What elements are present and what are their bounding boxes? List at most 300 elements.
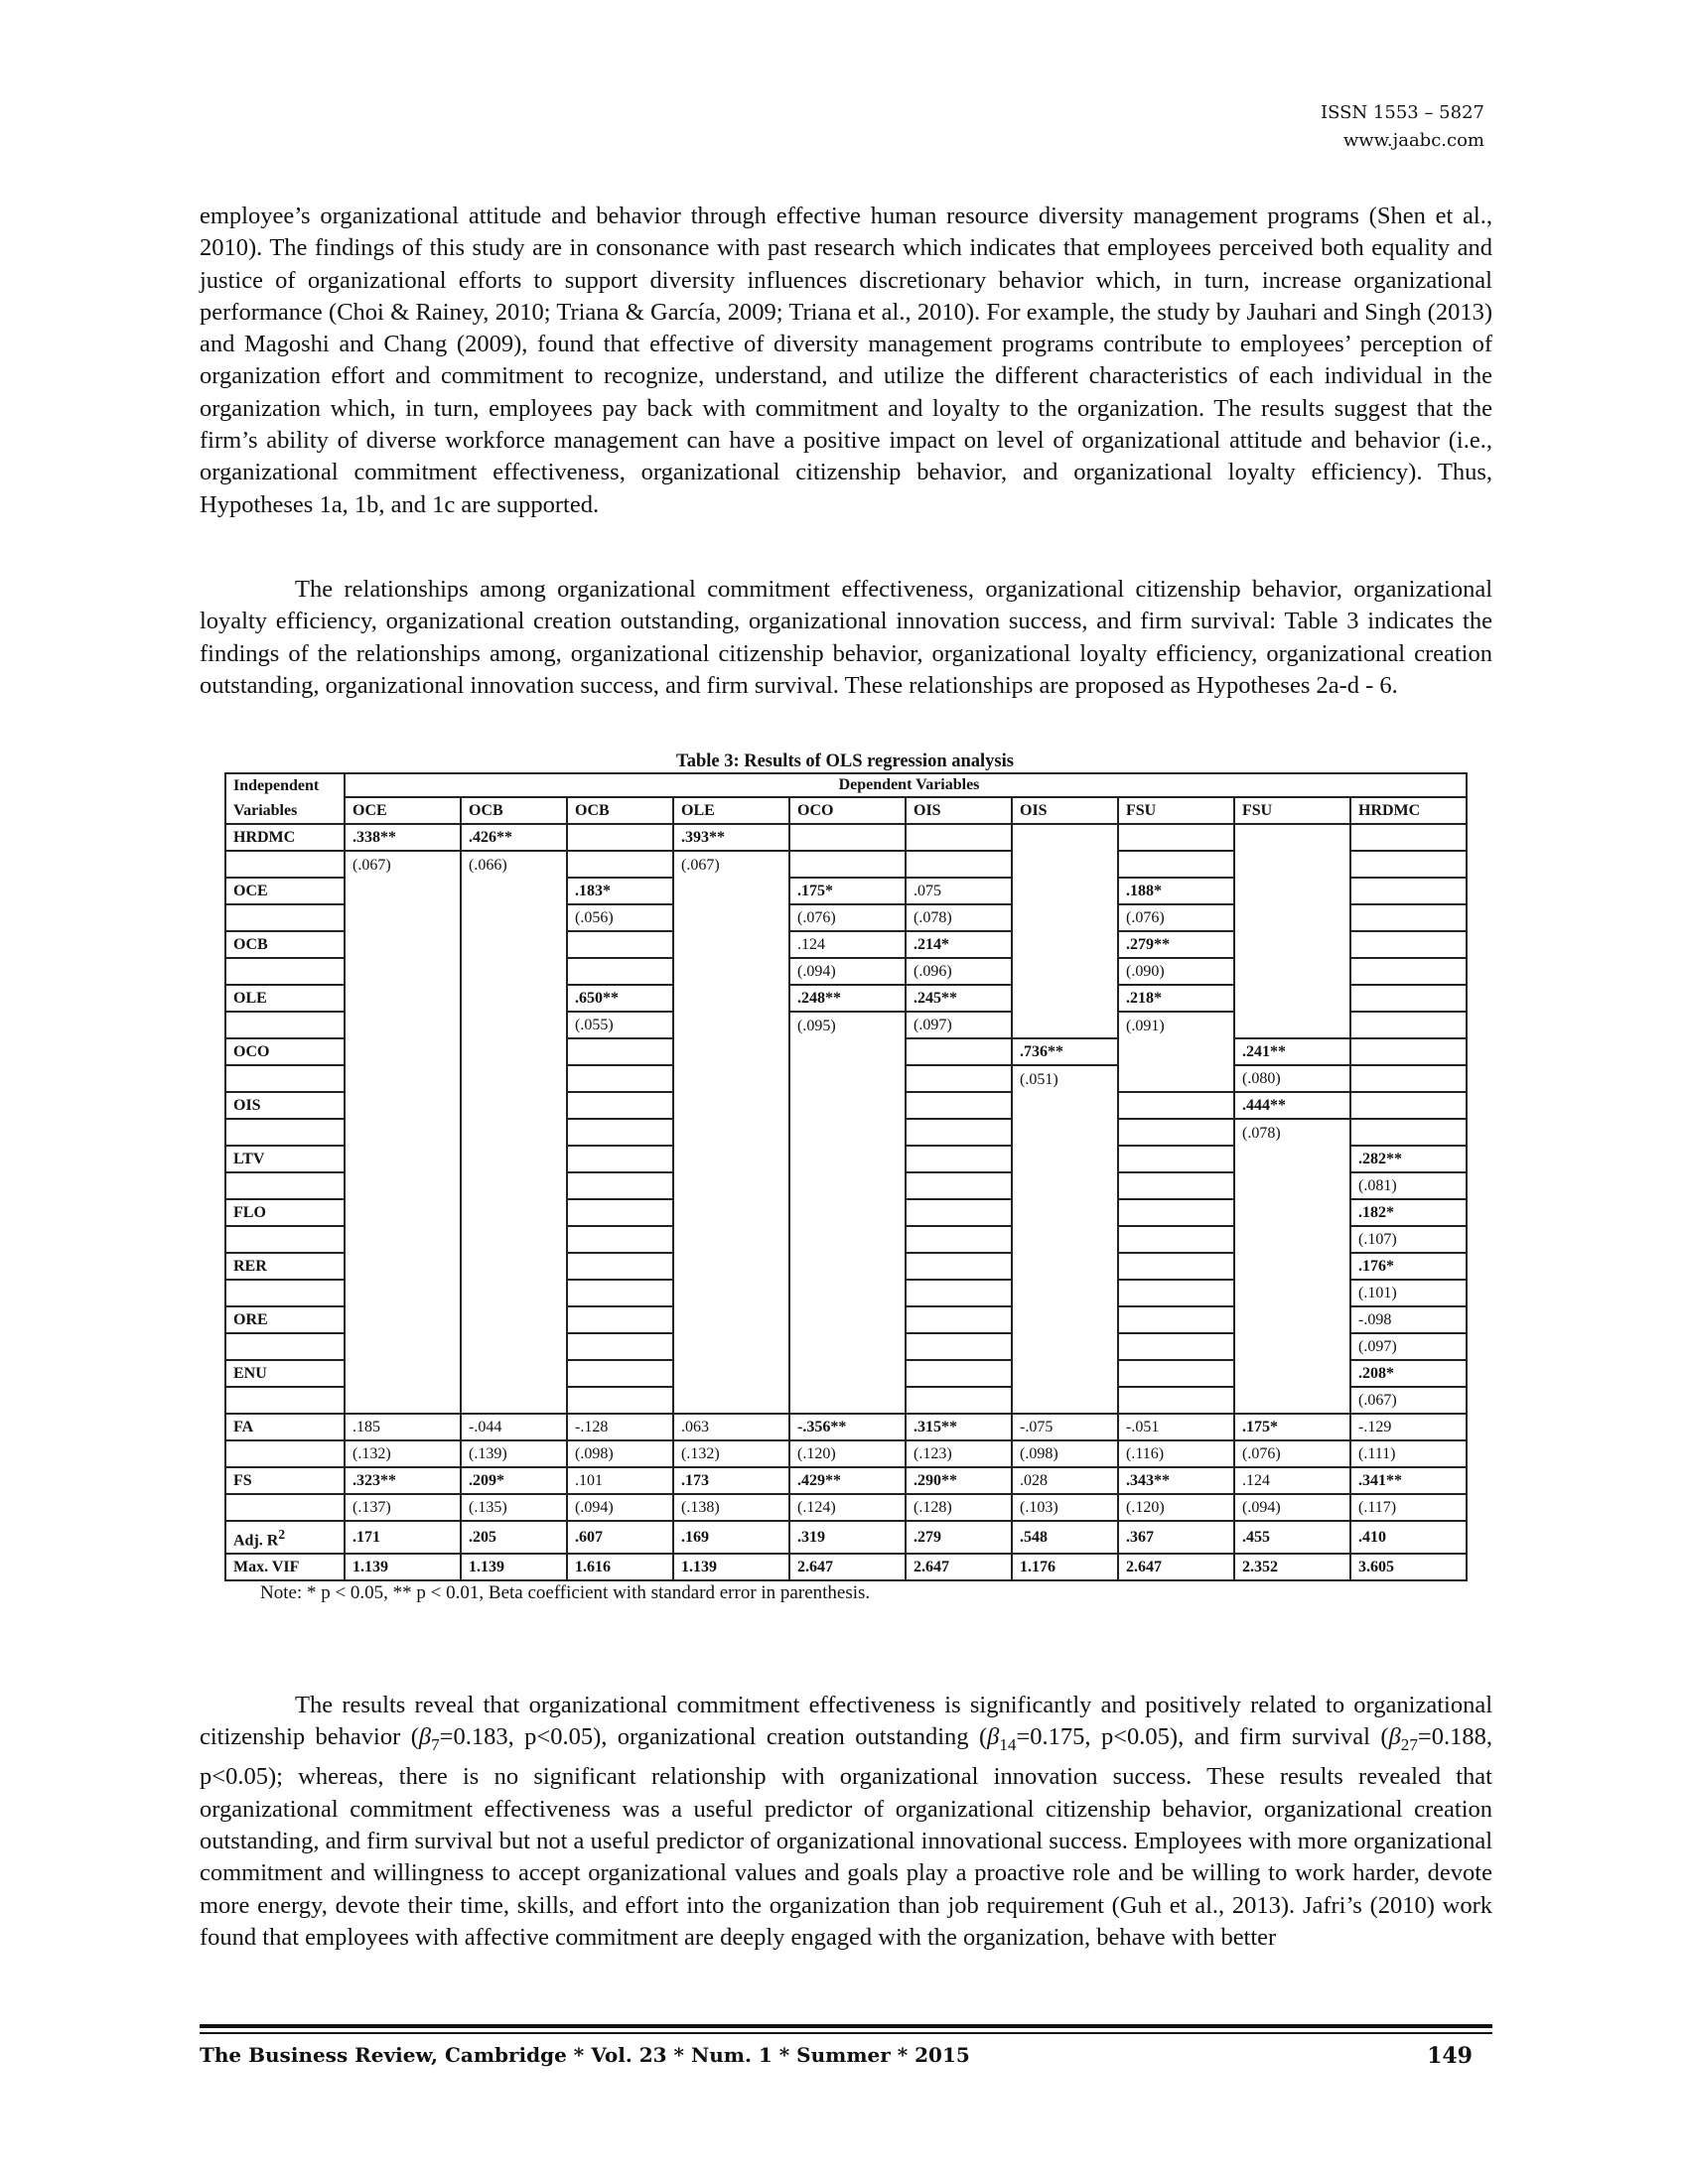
column-header: OCB	[461, 797, 567, 824]
empty-cell	[673, 1146, 789, 1172]
empty-cell	[567, 1333, 673, 1360]
coef-cell: .282**	[1350, 1146, 1467, 1172]
table-row	[225, 1226, 1467, 1253]
se-cell: (.120)	[1118, 1494, 1234, 1521]
se-cell: (.139)	[461, 1440, 567, 1467]
coef-cell: .063	[673, 1414, 789, 1440]
empty-cell	[461, 958, 567, 985]
stat-cell: 1.139	[345, 1554, 461, 1580]
se-cell: (.080)	[1234, 1065, 1350, 1092]
empty-cell	[673, 931, 789, 958]
paragraph-1	[200, 201, 1492, 521]
p3-text-4: =0.188, p<0.05); whereas, there is no significant relationship with organizational innovation success. These results revealed that organizational commitment effectiveness was a useful predictor of organizational citizenship behavior, organizational creation outstanding, and firm survival but not a useful predictor of organizational innovational success. Employees with more organizational commitment and willingness to accept organizational values and goals play a proactive role and be willing to work harder, devote more energy, devote their time, skills, and effort into the organization than job requirement (Guh et al., 2013). Jafri’s (2010) work found that employees with affective commitment are deeply engaged with the organization, behave with better	[200, 1723, 1492, 1951]
empty-cell	[1118, 1306, 1234, 1333]
corner-label-1: Independent	[225, 773, 345, 797]
empty-cell	[1350, 824, 1467, 851]
empty-cell	[1234, 931, 1350, 958]
empty-cell	[1012, 904, 1118, 931]
se-cell: (.078)	[906, 904, 1012, 931]
empty-cell	[1118, 824, 1234, 851]
table-row	[225, 1199, 1467, 1226]
row-label	[225, 904, 345, 931]
empty-cell	[345, 931, 461, 958]
empty-cell	[673, 1092, 789, 1119]
empty-cell	[461, 1038, 567, 1065]
table-row	[225, 1172, 1467, 1199]
empty-cell	[1234, 1146, 1350, 1172]
empty-cell	[789, 1119, 906, 1146]
empty-cell	[1118, 1038, 1234, 1065]
paragraph-1-text: employee’s organizational attitude and behavior through effective human resource diversity management programs (Shen et al., 2010). The findings of this study are in consonance with past research which indicates that employees perceived both equality and justice of organizational efforts to support diversity influences discretionary behavior which, in turn, increase organizational performance (Choi & Rainey, 2010; Triana & García, 2009; Triana et al., 2010). For example, the study by Jauhari and Singh (2013) and Magoshi and Chang (2009), found that effective of diversity management programs contribute to employees’ perception of organization effort and commitment to recognize, understand, and utilize the different characteristics of each individual in the organization which, in turn, employees pay back with commitment and loyalty to the organization. The results suggest that the firm’s ability of diverse workforce management can have a positive impact on level of organizational attitude and behavior (i.e., organizational commitment effectiveness, organizational citizenship behavior, and organizational loyalty efficiency). Thus, Hypotheses 1a, 1b, and 1c are supported.	[200, 203, 1492, 518]
empty-cell	[1350, 1119, 1467, 1146]
row-label	[225, 1172, 345, 1199]
empty-cell	[1118, 1226, 1234, 1253]
column-header: OIS	[906, 797, 1012, 824]
empty-cell	[461, 1172, 567, 1199]
row-label: OIS	[225, 1092, 345, 1119]
beta-subscript: 27	[1400, 1735, 1418, 1755]
coef-cell: -.051	[1118, 1414, 1234, 1440]
empty-cell	[906, 1360, 1012, 1387]
stat-cell: 2.352	[1234, 1554, 1350, 1580]
empty-cell	[1234, 1333, 1350, 1360]
coef-cell: .214*	[906, 931, 1012, 958]
table-row	[225, 1012, 1467, 1038]
empty-cell	[1350, 904, 1467, 931]
empty-cell	[789, 1280, 906, 1306]
empty-cell	[1350, 1092, 1467, 1119]
empty-cell	[345, 1119, 461, 1146]
empty-cell	[345, 1038, 461, 1065]
row-label	[225, 1440, 345, 1467]
empty-cell	[567, 1119, 673, 1146]
empty-cell	[906, 1387, 1012, 1414]
footer-rule-thin	[200, 2032, 1492, 2034]
row-label-adj-r2	[225, 1521, 345, 1554]
coef-cell: .429**	[789, 1467, 906, 1494]
p3-text-1: The results reveal that organizational commitment effectiveness is significantly and positively related to organizational citizenship behavior (	[200, 1692, 1492, 1751]
empty-cell	[789, 1253, 906, 1280]
table-row	[225, 958, 1467, 985]
empty-cell	[1234, 1172, 1350, 1199]
coef-cell: .341**	[1350, 1467, 1467, 1494]
beta-subscript: 7	[431, 1735, 440, 1755]
empty-cell	[567, 1199, 673, 1226]
column-header: OCO	[789, 797, 906, 824]
empty-cell	[1012, 1199, 1118, 1226]
row-label	[225, 1226, 345, 1253]
empty-cell	[567, 1253, 673, 1280]
empty-cell	[567, 1360, 673, 1387]
coef-cell: .173	[673, 1467, 789, 1494]
empty-cell	[789, 1065, 906, 1092]
empty-cell	[461, 931, 567, 958]
se-cell: (.123)	[906, 1440, 1012, 1467]
empty-cell	[1012, 1333, 1118, 1360]
issn-number: ISSN 1553 – 5827	[1321, 102, 1484, 123]
coef-cell: .650**	[567, 985, 673, 1012]
stat-cell: 1.176	[1012, 1554, 1118, 1580]
empty-cell	[789, 1333, 906, 1360]
empty-cell	[1012, 958, 1118, 985]
coef-cell: .343**	[1118, 1467, 1234, 1494]
stat-cell: .367	[1118, 1521, 1234, 1554]
empty-cell	[1118, 1280, 1234, 1306]
stat-cell: .410	[1350, 1521, 1467, 1554]
empty-cell	[461, 1226, 567, 1253]
empty-cell	[906, 1253, 1012, 1280]
coef-cell: .124	[1234, 1467, 1350, 1494]
table-row	[225, 1333, 1467, 1360]
se-cell: (.098)	[567, 1440, 673, 1467]
empty-cell	[345, 904, 461, 931]
coef-cell: .101	[567, 1467, 673, 1494]
row-label: ENU	[225, 1360, 345, 1387]
adj-r-superscript: 2	[278, 1527, 286, 1542]
table-row	[225, 1146, 1467, 1172]
stat-cell: .607	[567, 1521, 673, 1554]
empty-cell	[1234, 904, 1350, 931]
se-cell: (.124)	[789, 1494, 906, 1521]
empty-cell	[461, 1387, 567, 1414]
beta-symbol: β	[418, 1723, 432, 1751]
table-row	[225, 1440, 1467, 1467]
empty-cell	[345, 1172, 461, 1199]
regression-table	[224, 772, 1468, 1581]
empty-cell	[1234, 1012, 1350, 1038]
empty-cell	[461, 1012, 567, 1038]
table-row	[225, 904, 1467, 931]
row-label: OCE	[225, 878, 345, 904]
adj-r-label: Adj. R	[233, 1532, 279, 1550]
coef-cell: .028	[1012, 1467, 1118, 1494]
empty-cell	[461, 1280, 567, 1306]
column-header: OIS	[1012, 797, 1118, 824]
empty-cell	[1012, 1092, 1118, 1119]
empty-cell	[906, 851, 1012, 878]
se-cell: (.076)	[789, 904, 906, 931]
empty-cell	[567, 958, 673, 985]
empty-cell	[567, 1306, 673, 1333]
column-header: OCE	[345, 797, 461, 824]
empty-cell	[1012, 851, 1118, 878]
se-cell: (.101)	[1350, 1280, 1467, 1306]
empty-cell	[1350, 985, 1467, 1012]
table-header-row-2	[225, 797, 1467, 824]
row-label: ORE	[225, 1306, 345, 1333]
table-row	[225, 1360, 1467, 1387]
se-cell: (.116)	[1118, 1440, 1234, 1467]
empty-cell	[1350, 931, 1467, 958]
se-cell: (.091)	[1118, 1012, 1234, 1038]
row-label: FS	[225, 1467, 345, 1494]
empty-cell	[673, 1012, 789, 1038]
row-label	[225, 1387, 345, 1414]
empty-cell	[1350, 1065, 1467, 1092]
se-cell: (.107)	[1350, 1226, 1467, 1253]
footer-rule-thick	[200, 2024, 1492, 2028]
empty-cell	[1118, 1146, 1234, 1172]
empty-cell	[789, 1306, 906, 1333]
issn-header	[1321, 99, 1484, 155]
empty-cell	[567, 931, 673, 958]
empty-cell	[1118, 1119, 1234, 1146]
empty-cell	[1234, 1280, 1350, 1306]
se-cell: (.094)	[789, 958, 906, 985]
row-label	[225, 1119, 345, 1146]
empty-cell	[345, 1146, 461, 1172]
empty-cell	[673, 1387, 789, 1414]
empty-cell	[345, 1306, 461, 1333]
se-cell: (.067)	[673, 851, 789, 878]
empty-cell	[789, 1199, 906, 1226]
se-cell: (.081)	[1350, 1172, 1467, 1199]
empty-cell	[673, 1199, 789, 1226]
empty-cell	[906, 824, 1012, 851]
coef-cell: .218*	[1118, 985, 1234, 1012]
beta-symbol: β	[1388, 1723, 1401, 1751]
se-cell: (.117)	[1350, 1494, 1467, 1521]
empty-cell	[789, 824, 906, 851]
dependent-variables-header: Dependent Variables	[345, 773, 1467, 797]
empty-cell	[1118, 851, 1234, 878]
empty-cell	[461, 1306, 567, 1333]
coef-cell: .323**	[345, 1467, 461, 1494]
empty-cell	[1350, 851, 1467, 878]
row-label	[225, 1333, 345, 1360]
empty-cell	[673, 1280, 789, 1306]
empty-cell	[567, 1172, 673, 1199]
table-row	[225, 1092, 1467, 1119]
page-number: 149	[1427, 2043, 1473, 2069]
empty-cell	[345, 1092, 461, 1119]
empty-cell	[673, 1119, 789, 1146]
empty-cell	[1012, 1172, 1118, 1199]
se-cell: (.098)	[1012, 1440, 1118, 1467]
empty-cell	[1012, 1253, 1118, 1280]
table-row	[225, 1253, 1467, 1280]
table-row	[225, 1554, 1467, 1580]
column-header: HRDMC	[1350, 797, 1467, 824]
se-cell: (.066)	[461, 851, 567, 878]
se-cell: (.051)	[1012, 1065, 1118, 1092]
coef-cell: .426**	[461, 824, 567, 851]
empty-cell	[1012, 1387, 1118, 1414]
empty-cell	[345, 985, 461, 1012]
column-header: FSU	[1118, 797, 1234, 824]
se-cell: (.120)	[789, 1440, 906, 1467]
empty-cell	[567, 1226, 673, 1253]
coef-cell: .208*	[1350, 1360, 1467, 1387]
empty-cell	[1118, 1065, 1234, 1092]
row-label: RER	[225, 1253, 345, 1280]
empty-cell	[906, 1226, 1012, 1253]
p3-text-2: =0.183, p<0.05), organizational creation outstanding (	[439, 1723, 988, 1751]
row-label	[225, 1065, 345, 1092]
page-footer	[200, 2043, 1492, 2067]
se-cell: (.137)	[345, 1494, 461, 1521]
empty-cell	[567, 851, 673, 878]
row-label	[225, 1494, 345, 1521]
p3-text-3: =0.175, p<0.05), and firm survival (	[1016, 1723, 1389, 1751]
empty-cell	[1118, 1172, 1234, 1199]
empty-cell	[1234, 1306, 1350, 1333]
se-cell: (.097)	[1350, 1333, 1467, 1360]
row-label: OCO	[225, 1038, 345, 1065]
empty-cell	[345, 1253, 461, 1280]
row-label: FA	[225, 1414, 345, 1440]
empty-cell	[1012, 1306, 1118, 1333]
empty-cell	[461, 1333, 567, 1360]
empty-cell	[461, 904, 567, 931]
coef-cell: .075	[906, 878, 1012, 904]
journal-website: www.jaabc.com	[1342, 130, 1484, 151]
table-row	[225, 1065, 1467, 1092]
empty-cell	[345, 1387, 461, 1414]
empty-cell	[1350, 1012, 1467, 1038]
empty-cell	[673, 878, 789, 904]
empty-cell	[1012, 1119, 1118, 1146]
empty-cell	[789, 1092, 906, 1119]
table-header-row-1	[225, 773, 1467, 797]
empty-cell	[673, 1226, 789, 1253]
empty-cell	[1234, 1199, 1350, 1226]
empty-cell	[1118, 1360, 1234, 1387]
beta-subscript: 14	[999, 1735, 1017, 1755]
se-cell: (.132)	[673, 1440, 789, 1467]
empty-cell	[673, 904, 789, 931]
empty-cell	[567, 1065, 673, 1092]
empty-cell	[345, 1280, 461, 1306]
coef-cell: -.075	[1012, 1414, 1118, 1440]
paragraph-3	[200, 1690, 1492, 1954]
empty-cell	[1012, 1012, 1118, 1038]
coef-cell: -.128	[567, 1414, 673, 1440]
empty-cell	[567, 1038, 673, 1065]
paragraph-2-text: The relationships among organizational commitment effectiveness, organizational citizenship behavior, organizational loyalty efficiency, organizational creation outstanding, organizational innovation success, and firm survival: Table 3 indicates the findings of the relationships among, organizational citizenship behavior, organizational loyalty efficiency, organizational creation outstanding, organizational innovation success, and firm survival. These relationships are proposed as Hypotheses 2a-d - 6.	[200, 576, 1492, 699]
table-row	[225, 1387, 1467, 1414]
row-label: FLO	[225, 1199, 345, 1226]
empty-cell	[461, 985, 567, 1012]
stat-cell: .205	[461, 1521, 567, 1554]
empty-cell	[345, 878, 461, 904]
se-cell: (.090)	[1118, 958, 1234, 985]
coef-cell: .736**	[1012, 1038, 1118, 1065]
coef-cell: .279**	[1118, 931, 1234, 958]
se-cell: (.055)	[567, 1012, 673, 1038]
se-cell: (.096)	[906, 958, 1012, 985]
empty-cell	[1234, 1387, 1350, 1414]
stat-cell: .171	[345, 1521, 461, 1554]
se-cell: (.067)	[345, 851, 461, 878]
empty-cell	[673, 1333, 789, 1360]
coef-cell: .290**	[906, 1467, 1012, 1494]
empty-cell	[1234, 985, 1350, 1012]
coef-cell: .245**	[906, 985, 1012, 1012]
table-row	[225, 1306, 1467, 1333]
coef-cell: .124	[789, 931, 906, 958]
se-cell: (.078)	[1234, 1119, 1350, 1146]
coef-cell: .185	[345, 1414, 461, 1440]
empty-cell	[1234, 851, 1350, 878]
empty-cell	[789, 1146, 906, 1172]
stat-cell: 2.647	[789, 1554, 906, 1580]
empty-cell	[461, 1119, 567, 1146]
paragraph-2	[200, 574, 1492, 702]
empty-cell	[1012, 1146, 1118, 1172]
empty-cell	[461, 1253, 567, 1280]
empty-cell	[345, 1199, 461, 1226]
table-row	[225, 1119, 1467, 1146]
table-row	[225, 1414, 1467, 1440]
coef-cell: .175*	[789, 878, 906, 904]
empty-cell	[1012, 1280, 1118, 1306]
empty-cell	[789, 1226, 906, 1253]
row-label: OLE	[225, 985, 345, 1012]
row-label: OCB	[225, 931, 345, 958]
empty-cell	[906, 1092, 1012, 1119]
empty-cell	[567, 1092, 673, 1119]
se-cell: (.103)	[1012, 1494, 1118, 1521]
empty-cell	[1012, 985, 1118, 1012]
empty-cell	[461, 1092, 567, 1119]
empty-cell	[906, 1333, 1012, 1360]
empty-cell	[673, 958, 789, 985]
table-title: Table 3: Results of OLS regression analysis	[676, 751, 1014, 771]
column-header: OCB	[567, 797, 673, 824]
empty-cell	[906, 1199, 1012, 1226]
empty-cell	[1234, 878, 1350, 904]
empty-cell	[906, 1065, 1012, 1092]
empty-cell	[906, 1306, 1012, 1333]
coef-cell: .241**	[1234, 1038, 1350, 1065]
se-cell: (.111)	[1350, 1440, 1467, 1467]
empty-cell	[1118, 1253, 1234, 1280]
corner-label-2: Variables	[225, 797, 345, 824]
stat-cell: .455	[1234, 1521, 1350, 1554]
empty-cell	[789, 1172, 906, 1199]
empty-cell	[345, 1012, 461, 1038]
se-cell: (.056)	[567, 904, 673, 931]
stat-cell: 1.139	[673, 1554, 789, 1580]
empty-cell	[567, 1146, 673, 1172]
empty-cell	[789, 1360, 906, 1387]
stat-cell: 2.647	[906, 1554, 1012, 1580]
se-cell: (.095)	[789, 1012, 906, 1038]
empty-cell	[1012, 878, 1118, 904]
column-header: FSU	[1234, 797, 1350, 824]
empty-cell	[1234, 1360, 1350, 1387]
stat-cell: 3.605	[1350, 1554, 1467, 1580]
coef-cell: .176*	[1350, 1253, 1467, 1280]
row-label	[225, 958, 345, 985]
se-cell: (.097)	[906, 1012, 1012, 1038]
empty-cell	[1012, 931, 1118, 958]
empty-cell	[1118, 1333, 1234, 1360]
table-row	[225, 824, 1467, 851]
table-row	[225, 1280, 1467, 1306]
empty-cell	[1234, 958, 1350, 985]
empty-cell	[673, 1360, 789, 1387]
empty-cell	[906, 1119, 1012, 1146]
empty-cell	[789, 851, 906, 878]
empty-cell	[1118, 1199, 1234, 1226]
empty-cell	[567, 1387, 673, 1414]
stat-cell: .319	[789, 1521, 906, 1554]
coef-cell: -.356**	[789, 1414, 906, 1440]
se-cell: (.067)	[1350, 1387, 1467, 1414]
empty-cell	[461, 1360, 567, 1387]
